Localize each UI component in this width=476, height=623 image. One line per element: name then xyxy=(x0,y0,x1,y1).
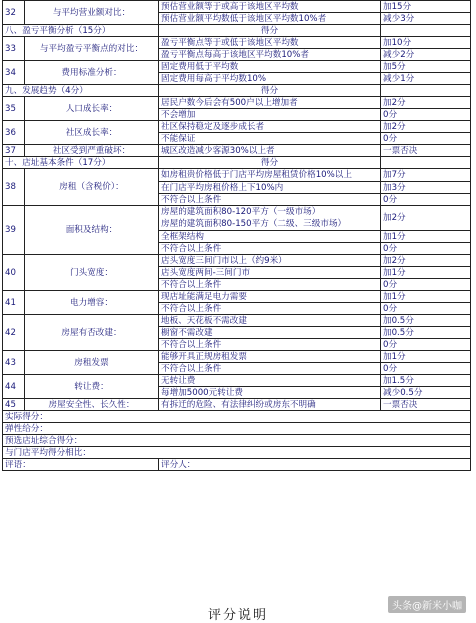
section-score-cell xyxy=(381,25,471,37)
condition-text: 现店址能满足电力需要 xyxy=(159,291,381,303)
criterion-label: 费用标准分析： xyxy=(25,61,159,85)
section-row xyxy=(3,25,471,37)
score-text: 0分 xyxy=(381,243,471,255)
summary-label: 预选店址综合得分： xyxy=(3,435,471,447)
score-text: 一票否决 xyxy=(381,399,471,411)
table-row xyxy=(3,255,471,267)
table-row xyxy=(3,206,471,231)
table-row xyxy=(3,145,471,157)
condition-text: 在门店平均房租价格上下10%内 xyxy=(159,182,381,194)
table-row xyxy=(3,37,471,49)
criterion-label: 与平均营业额对比： xyxy=(25,1,159,25)
summary-row xyxy=(3,435,471,447)
section-score-cell xyxy=(381,85,471,97)
condition-text: 每增加5000元转让费 xyxy=(159,387,381,399)
score-text: 加1分 xyxy=(381,267,471,279)
criterion-label: 人口成长率： xyxy=(25,97,159,121)
summary-label: 实际得分： xyxy=(3,411,471,423)
criterion-label: 面积及结构： xyxy=(25,206,159,255)
score-text: 加1.5分 xyxy=(381,375,471,387)
score-text: 减少3分 xyxy=(381,13,471,25)
summary-row xyxy=(3,411,471,423)
item-number: 43 xyxy=(3,351,25,375)
section-score-label: 得分 xyxy=(159,85,381,97)
criterion-label: 房屋安全性、长久性： xyxy=(25,399,159,411)
score-text: 加10分 xyxy=(381,37,471,49)
item-number: 37 xyxy=(3,145,25,157)
condition-text: 社区保持稳定及逐步成长者 xyxy=(159,121,381,133)
criterion-label: 社区成长率： xyxy=(25,121,159,145)
item-number: 41 xyxy=(3,291,25,315)
item-number: 44 xyxy=(3,375,25,399)
scoring-table-body xyxy=(3,1,471,471)
criterion-label: 电力增容： xyxy=(25,291,159,315)
criterion-label: 与平均盈亏平衡点的对比： xyxy=(25,37,159,61)
table-row xyxy=(3,351,471,363)
table-row xyxy=(3,169,471,182)
table-row xyxy=(3,121,471,133)
summary-row xyxy=(3,447,471,459)
section-row xyxy=(3,157,471,169)
condition-text: 盈亏平衡点等于或低于该地区平均数 xyxy=(159,37,381,49)
score-text: 加2分 xyxy=(381,206,471,231)
score-text: 0分 xyxy=(381,303,471,315)
condition-text: 不符合以上条件 xyxy=(159,279,381,291)
score-text: 一票否决 xyxy=(381,145,471,157)
item-number: 39 xyxy=(3,206,25,255)
criterion-label: 门头宽度： xyxy=(25,255,159,291)
criterion-label: 社区受到严重破坏： xyxy=(25,145,159,157)
section-row xyxy=(3,85,471,97)
condition-text: 不符合以上条件 xyxy=(159,303,381,315)
section-title: 九、发展趋势（4分） xyxy=(3,85,159,97)
item-number: 32 xyxy=(3,1,25,25)
condition-text: 房屋的建筑面积80-120平方（一级市场） 房屋的建筑面积80-150平方（二级、三级市场） xyxy=(159,206,381,231)
criterion-label: 转让费： xyxy=(25,375,159,399)
signature-row xyxy=(3,459,471,471)
score-text: 加0.5分 xyxy=(381,315,471,327)
scoring-table xyxy=(2,0,471,471)
condition-text: 地板、天花板不需改建 xyxy=(159,315,381,327)
score-text: 加2分 xyxy=(381,255,471,267)
table-row xyxy=(3,315,471,327)
score-text: 0分 xyxy=(381,194,471,206)
condition-text: 店头宽度两间-三间门市 xyxy=(159,267,381,279)
score-text: 0分 xyxy=(381,133,471,145)
condition-text: 不符合以上条件 xyxy=(159,194,381,206)
table-row xyxy=(3,61,471,73)
condition-text: 不会增加 xyxy=(159,109,381,121)
condition-text: 店头宽度三间门市以上（约9米） xyxy=(159,255,381,267)
watermark-label: 头条@新米小咖 xyxy=(388,596,466,613)
condition-text: 橱窗不需改建 xyxy=(159,327,381,339)
table-row xyxy=(3,291,471,303)
item-number: 33 xyxy=(3,37,25,61)
condition-text: 城区改造减少客源30%以上者 xyxy=(159,145,381,157)
condition-text: 不符合以上条件 xyxy=(159,363,381,375)
score-text: 加7分 xyxy=(381,169,471,182)
condition-text: 预估营业额平均数低于该地区平均数10%者 xyxy=(159,13,381,25)
review-comment-label: 评语： xyxy=(3,459,159,471)
score-text: 加15分 xyxy=(381,1,471,13)
score-text: 加2分 xyxy=(381,121,471,133)
condition-text: 全框架结构 xyxy=(159,231,381,243)
summary-row xyxy=(3,423,471,435)
condition-text: 不符合以上条件 xyxy=(159,243,381,255)
score-text: 加0.5分 xyxy=(381,327,471,339)
scorer-label: 评分人： xyxy=(159,459,471,471)
score-text: 加1分 xyxy=(381,351,471,363)
condition-text: 不符合以上条件 xyxy=(159,339,381,351)
score-text: 加1分 xyxy=(381,231,471,243)
score-text: 减少1分 xyxy=(381,73,471,85)
section-title: 十、店址基本条件（17分） xyxy=(3,157,159,169)
condition-text: 不能保证 xyxy=(159,133,381,145)
score-text: 加3分 xyxy=(381,182,471,194)
section-score-label: 得分 xyxy=(159,157,381,169)
condition-text: 固定费用每高于平均数10% xyxy=(159,73,381,85)
item-number: 40 xyxy=(3,255,25,291)
item-number: 42 xyxy=(3,315,25,351)
condition-text: 盈亏平衡点每高于该地区平均数10%者 xyxy=(159,49,381,61)
condition-text: 预估营业额等于或高于该地区平均数 xyxy=(159,1,381,13)
condition-text: 固定费用低于平均数 xyxy=(159,61,381,73)
score-text: 0分 xyxy=(381,363,471,375)
score-text: 减少2分 xyxy=(381,49,471,61)
item-number: 38 xyxy=(3,169,25,206)
condition-text: 居民户数今后会有500户以上增加者 xyxy=(159,97,381,109)
table-row xyxy=(3,399,471,411)
scoring-notes-title: 评分说明 xyxy=(207,608,268,623)
score-text: 0分 xyxy=(381,339,471,351)
section-title: 八、盈亏平衡分析（15分） xyxy=(3,25,159,37)
criterion-label: 房屋有否改建： xyxy=(25,315,159,351)
table-row xyxy=(3,97,471,109)
summary-label: 弹性给分： xyxy=(3,423,471,435)
summary-label: 与门店平均得分相比： xyxy=(3,447,471,459)
condition-text: 有拆迁的危险、有法律纠纷或房东不明确 xyxy=(159,399,381,411)
item-number: 34 xyxy=(3,61,25,85)
score-text: 0分 xyxy=(381,279,471,291)
section-score-label: 得分 xyxy=(159,25,381,37)
score-text: 0分 xyxy=(381,109,471,121)
item-number: 36 xyxy=(3,121,25,145)
score-text: 加2分 xyxy=(381,97,471,109)
condition-text: 如房租贵价格低于门店平均房屋租赁价格10%以上 xyxy=(159,169,381,182)
item-number: 45 xyxy=(3,399,25,411)
criterion-label: 房租发票 xyxy=(25,351,159,375)
table-row xyxy=(3,1,471,13)
table-row xyxy=(3,375,471,387)
condition-text: 能够开具正规房租发票 xyxy=(159,351,381,363)
item-number: 35 xyxy=(3,97,25,121)
condition-text: 无转让费 xyxy=(159,375,381,387)
score-text: 减少0.5分 xyxy=(381,387,471,399)
score-text: 加1分 xyxy=(381,291,471,303)
criterion-label: 房租（含税价）： xyxy=(25,169,159,206)
section-score-cell xyxy=(381,157,471,169)
score-text: 加5分 xyxy=(381,61,471,73)
